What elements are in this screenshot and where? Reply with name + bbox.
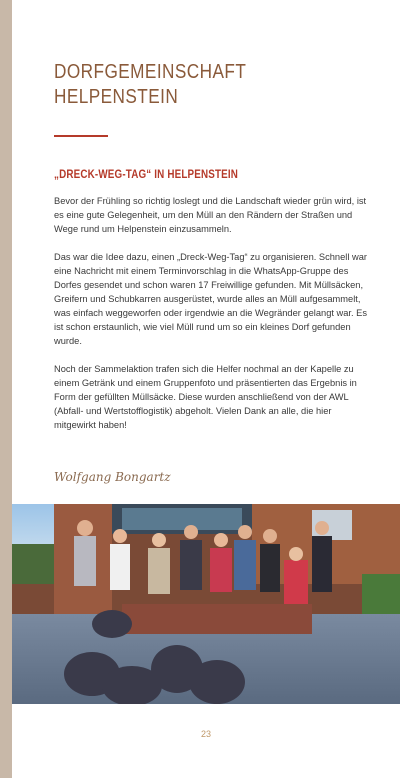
page-number: 23	[200, 729, 211, 739]
group-photo	[12, 504, 400, 704]
article-paragraph-1: Bevor der Frühling so richtig loslegt und die Landschaft wieder grün wird, ist es eine gute Gelegenheit, um den Müll an den Rändern der Straßen und Wege rund um Helpenstein einzusammeln.	[54, 196, 367, 234]
heading-line-1: DORFGEMEINSCHAFT	[54, 61, 247, 83]
heading-line-2: HELPENSTEIN	[54, 86, 179, 108]
article-author: Wolfgang Bongartz	[54, 470, 171, 484]
heading-divider	[54, 135, 108, 137]
page	[12, 0, 400, 778]
article-paragraph-2: Das war die Idee dazu, einen „Dreck-Weg-Tag“ zu organisieren. Schnell war eine Nachricht mit einem Terminvorschlag in die WhatsApp-Gruppe des Dorfes gesendet und schon waren 17 Freiwillige gefunden. Mit Müllsäcken, Greifern und Schubkarren ausgerüstet, wurde alles an Müll aufgesammelt, was einfach weggeworfen oder irgendwie an die Wegränder gelangt war. Es ist schon erstaunlich, wie viel Müll rund um so ein kleines Dorf gefunden wurde.	[54, 252, 368, 346]
article-title: „DRECK-WEG-TAG“ IN HELPENSTEIN	[54, 167, 239, 181]
group-photo-illustration	[12, 504, 400, 704]
article-paragraph-3: Noch der Sammelaktion trafen sich die Helfer nochmal an der Kapelle zu einem Getränk und einem Gruppenfoto und präsentierten das Ergebnis in Form der gefüllten Müllsäcke. Diese wurden anschließend von der AWL (Abfall- und Wertstofflogistik) abgeholt. Vielen Dank an alle, die hier mitgewirkt haben!	[54, 364, 357, 430]
page-heading	[54, 60, 246, 110]
article-body	[54, 194, 374, 446]
